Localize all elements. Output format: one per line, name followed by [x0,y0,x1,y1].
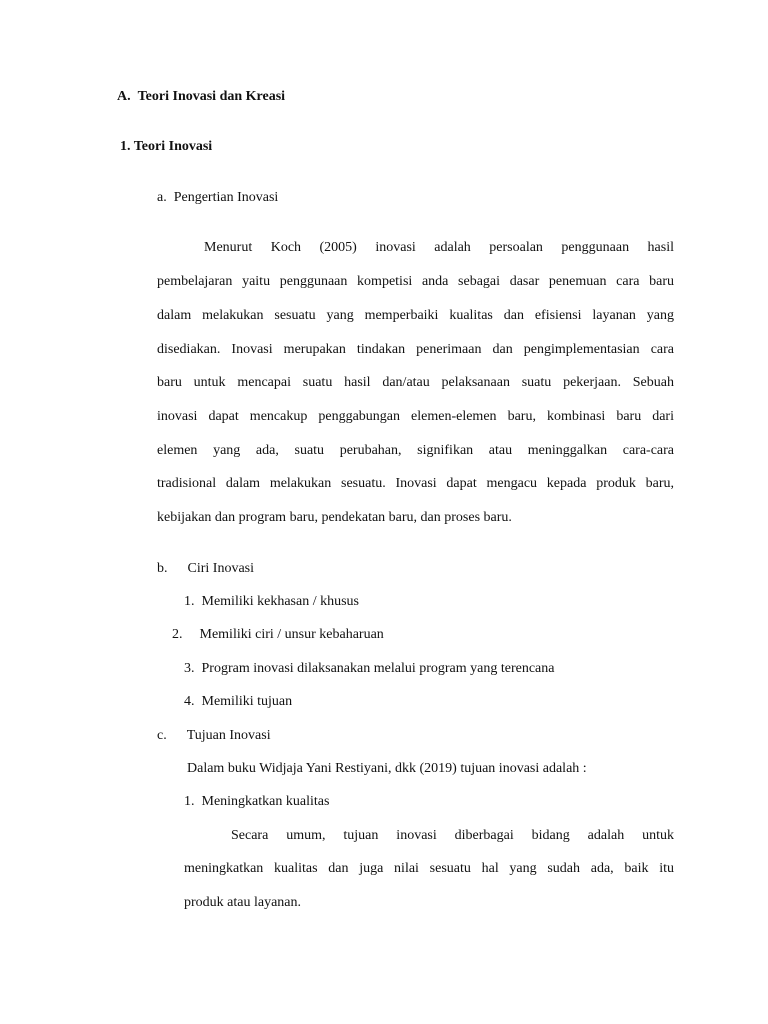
list-item-number: 4. [184,694,195,709]
paragraph-line: disediakan. Inovasi merupakan tindakan penerimaan dan pengimplementasian cara [157,342,674,357]
paragraph-line: Secara umum, tujuan inovasi diberbagai bidang adalah untuk [231,828,674,843]
list-item [172,626,384,644]
list-item [184,593,359,611]
paragraph-line: kebijakan dan program baru, pendekatan baru, dan proses baru. [157,510,512,525]
subsection-c-title: Tujuan Inovasi [186,728,271,743]
list-item [184,693,292,711]
list-item-text: Memiliki kekhasan / khusus [201,594,359,609]
subsection-a-title: Pengertian Inovasi [173,190,279,205]
list-item-text: Memiliki tujuan [201,694,293,709]
paragraph-line: inovasi dapat mencakup penggabungan elemen-elemen baru, kombinasi baru dari [157,409,674,424]
paragraph-line: elemen yang ada, suatu perubahan, signifikan atau meninggalkan cara-cara [157,443,674,458]
paragraph-line: dalam melakukan sesuatu yang memperbaiki kualitas dan efisiensi layanan yang [157,308,674,323]
paragraph-line: pembelajaran yaitu penggunaan kompetisi anda sebagai dasar penemuan cara baru [157,274,674,289]
section-a-marker: A. [117,89,131,104]
paragraph-line: meningkatkan kualitas dan juga nilai sesuatu hal yang sudah ada, baik itu [184,861,674,876]
subsection-c-heading [157,727,271,745]
list-item [184,660,555,678]
list-item-number: 3. [184,661,195,676]
list-item-number: 1. [184,794,195,809]
section-a-heading [117,88,285,106]
section-1-heading: 1. Teori Inovasi [120,139,213,154]
subsection-b-heading [157,560,254,578]
list-item-text: Meningkatkan kualitas [201,794,330,809]
list-item-number: 1. [184,594,195,609]
subsection-b-title: Ciri Inovasi [187,561,254,576]
subsection-c-marker: c. [157,728,167,743]
paragraph-line: Menurut Koch (2005) inovasi adalah persoalan penggunaan hasil [204,240,674,255]
section-a-title: Teori Inovasi dan Kreasi [137,89,286,104]
list-item [184,793,329,811]
paragraph-line: baru untuk mencapai suatu hasil dan/atau pelaksanaan suatu pekerjaan. Sebuah [157,375,674,390]
paragraph-line: tradisional dalam melakukan sesuatu. Inovasi dapat mengacu kepada produk baru, [157,476,674,491]
subsection-a-marker: a. [157,190,167,205]
list-item-text: Memiliki ciri / unsur kebaharuan [199,627,384,642]
subsection-b-marker: b. [157,561,168,576]
paragraph-line: produk atau layanan. [184,895,302,910]
list-item-text: Program inovasi dilaksanakan melalui program yang terencana [201,661,555,676]
list-item-number: 2. [172,627,183,642]
subsection-a-heading [157,189,278,207]
tujuan-intro: Dalam buku Widjaja Yani Restiyani, dkk (2019) tujuan inovasi adalah : [187,761,587,776]
